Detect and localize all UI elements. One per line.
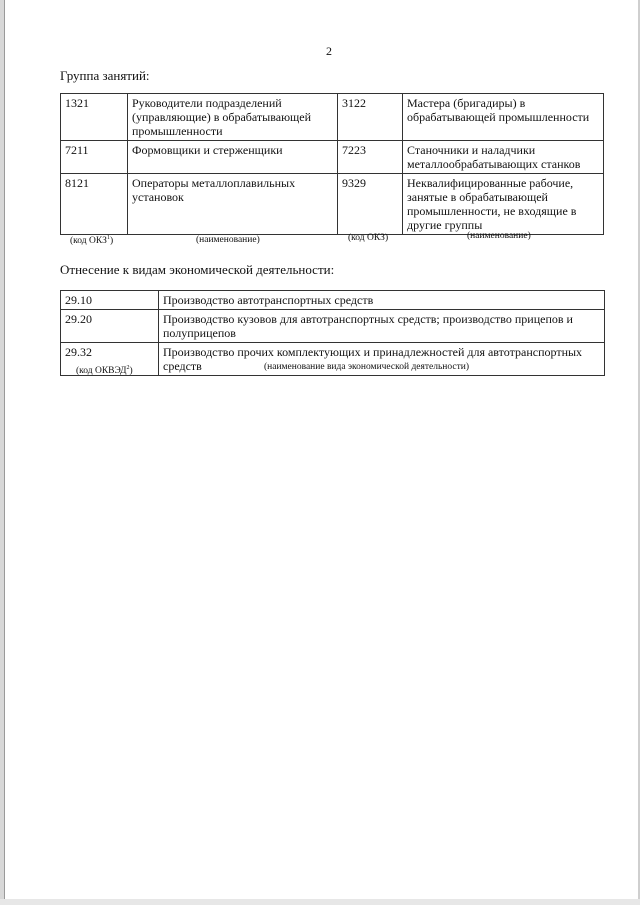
- caption-okz-code-2: (код ОКЗ): [348, 233, 389, 243]
- scan-edge-line: [4, 0, 5, 905]
- table-row: [61, 310, 605, 343]
- occupation-name-cell: Руководители подразделений (управляющие) в обрабатывающей промышленности: [128, 94, 338, 141]
- occupation-name-cell: Неквалифицированные рабочие, занятые в обрабатывающей промышленности, не входящие в другие группы: [403, 174, 604, 235]
- okved-code-cell: 29.32: [61, 343, 159, 376]
- okved-code-cell: 29.10: [61, 291, 159, 310]
- occupations-table: [60, 93, 604, 235]
- table-row: [61, 174, 604, 235]
- okz-code-cell: 7223: [338, 141, 403, 174]
- table-row: [61, 141, 604, 174]
- activities-heading: Отнесение к видам экономической деятельности:: [60, 262, 335, 277]
- page-number: 2: [326, 44, 332, 58]
- activity-name-cell: Производство кузовов для автотранспортных средств; производство прицепов и полуприцепов: [159, 310, 605, 343]
- table-row: [61, 94, 604, 141]
- okved-code-cell: 29.20: [61, 310, 159, 343]
- caption-name: (наименование): [196, 235, 260, 245]
- caption-name-2: (наименование): [467, 231, 531, 241]
- okz-code-cell: 9329: [338, 174, 403, 235]
- okz-code-cell: 3122: [338, 94, 403, 141]
- occupation-name-cell: Мастера (бригадиры) в обрабатывающей промышленности: [403, 94, 604, 141]
- caption-okz-code: (код ОКЗ$^1$): [70, 235, 114, 247]
- caption-okved-code: (код ОКВЭД$^2$): [76, 365, 133, 377]
- occupation-name-cell: Формовщики и стерженщики: [128, 141, 338, 174]
- okz-code-cell: 8121: [61, 174, 128, 235]
- activity-name-cell: Производство прочих комплектующих и принадлежностей для автотранспортных средств: [159, 343, 605, 376]
- occupation-name-cell: Станочники и наладчики металлообрабатывающих станков: [403, 141, 604, 174]
- caption-activity-name: (наименование вида экономической деятельности): [264, 362, 469, 372]
- scan-edge-bottom: [0, 899, 640, 905]
- activity-name-cell: Производство автотранспортных средств: [159, 291, 605, 310]
- occupation-name-cell: Операторы металлоплавильных установок: [128, 174, 338, 235]
- occupations-heading: Группа занятий:: [60, 68, 150, 83]
- okz-code-cell: 7211: [61, 141, 128, 174]
- okz-code-cell: 1321: [61, 94, 128, 141]
- table-row: [61, 291, 605, 310]
